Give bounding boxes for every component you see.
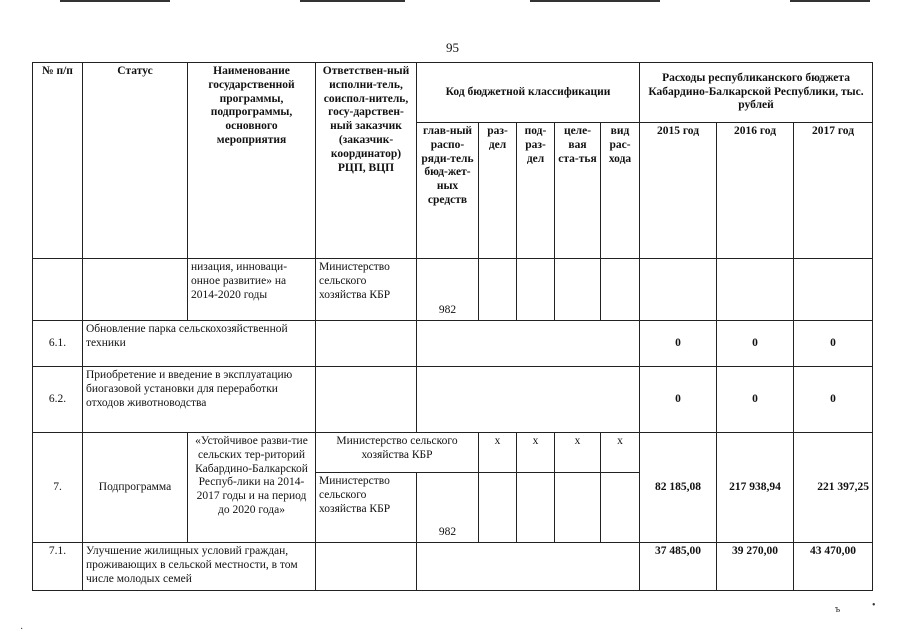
table-row [33,433,873,473]
top-rule [60,0,170,2]
header-code-podrazdel: под-раз-дел [517,123,555,259]
header-year-2016: 2016 год [717,123,794,259]
header-code-razdel: раз-дел [479,123,517,259]
row-2016: 39 270,00 [717,543,794,591]
table-row [33,367,873,433]
row-2017: 0 [794,367,873,433]
row-status: Подпрограмма [83,433,188,543]
row-num: 6.2. [33,367,83,433]
row-num: 7.1. [33,543,83,591]
top-rule [300,0,405,2]
header-row [33,63,873,123]
row-2016: 217 938,94 [717,433,794,543]
scan-mark: · [20,624,24,635]
page-number: 95 [446,40,459,55]
header-responsible: Ответствен-ный исполни-тель, соиспол-нитель, госу-дарствен-ный заказчик (заказчик-координатор) РЦП, ВЦП [316,63,417,259]
header-expense-group: Расходы республиканского бюджета Кабардино-Балкарской Республики, тыс. рублей [640,63,873,123]
row-grbs: 982 [417,473,479,543]
row-responsible: Министерство сельского хозяйства КБР [316,259,417,321]
row-2015: 0 [640,321,717,367]
header-code-grbs: глав-ный распо-ряди-тель бюд-жет-ных средств [417,123,479,259]
scan-mark: ъ [835,604,841,615]
row-code-x: х [517,433,555,473]
row-name: низация, инноваци-онное развитие» на 2014-2020 годы [188,259,316,321]
row-2015: 37 485,00 [640,543,717,591]
row-2015: 82 185,08 [640,433,717,543]
row-2016: 0 [717,321,794,367]
row-responsible-top: Министерство сельского хозяйства КБР [316,433,479,473]
header-name: Наименование государственной программы, подпрограммы, основного мероприятия [188,63,316,259]
row-text: Приобретение и введение в эксплуатацию биогазовой установки для переработки отходов животноводства [83,367,316,433]
row-name: «Устойчивое разви-тие сельских тер-риторий Кабардино-Балкарской Респуб-лики на 2014-2017 годы и на период до 2020 года» [188,433,316,543]
row-num: 7. [33,433,83,543]
row-2017: 221 397,25 [794,433,873,543]
top-rule [530,0,660,2]
row-text: Улучшение жилищных условий граждан, проживающих в сельской местности, в том числе молодых семей [83,543,316,591]
top-rule [790,0,870,2]
header-num: № п/п [33,63,83,259]
header-status: Статус [83,63,188,259]
header-year-2015: 2015 год [640,123,717,259]
row-num: 6.1. [33,321,83,367]
row-code-x: х [555,433,601,473]
header-code-statya: целе-вая ста-тья [555,123,601,259]
row-responsible-bottom: Министерство сельского хозяйства КБР [316,473,417,543]
row-2016: 0 [717,367,794,433]
table-row [33,543,873,591]
scan-mark: • [872,600,876,611]
row-code-x: х [479,433,517,473]
row-2015: 0 [640,367,717,433]
row-text: Обновление парка сельскохозяйственной техники [83,321,316,367]
header-code-group: Код бюджетной классификации [417,63,640,123]
header-year-2017: 2017 год [794,123,873,259]
header-code-vid: вид рас-хода [601,123,640,259]
row-2017: 43 470,00 [794,543,873,591]
row-grbs: 982 [417,259,479,321]
table-row [33,259,873,321]
budget-table [32,62,873,591]
row-code-x: х [601,433,640,473]
table-row [33,321,873,367]
row-2017: 0 [794,321,873,367]
